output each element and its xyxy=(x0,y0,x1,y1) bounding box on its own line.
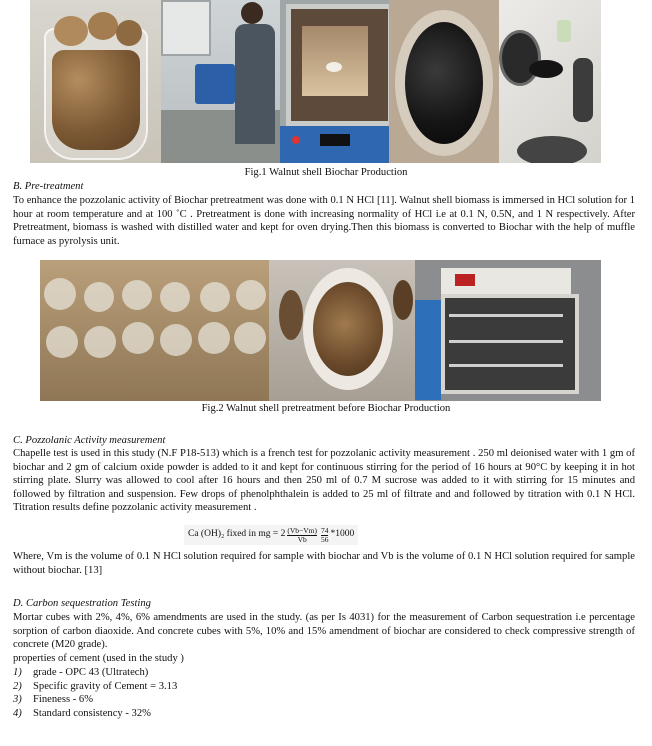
fig1-photo-row xyxy=(30,0,614,163)
equation-frac1-numerator: (Vb−Vm) xyxy=(287,525,317,535)
beaker xyxy=(122,322,154,354)
equation-frac1-denominator: Vb xyxy=(297,534,307,544)
oven-shelf xyxy=(449,364,563,367)
biochar-powder-heap xyxy=(529,60,563,78)
beaker xyxy=(198,322,230,354)
window xyxy=(161,0,211,56)
operator-head xyxy=(241,2,263,24)
oven-shelf xyxy=(449,340,563,343)
oven-door xyxy=(415,300,441,400)
temperature-display xyxy=(320,134,350,146)
fig1-caption: Fig.1 Walnut shell Biochar Production xyxy=(244,167,408,178)
oven-shelf xyxy=(449,314,563,317)
section-c-paragraph: Chapelle test is used in this study (N.F P18-513) which is a french test for pozzolanic activity measurement . 250 ml deionised water with 1 gm of biochar and 2 gm of calcium oxide powder is added to it and kept for continuous stirring for the period of 16 hours at 90°C by keeping it in hot stirring plate. Slurry was allowed to cool after 16 hours and then 250 ml of 0.7 M sucrose was added to it with stirring for 15 minutes and followed by filtration and suspension. Few drops of phenolphthalein is added to 25 ml of filtrate and and followed by titration with 0.1 N HCl. Titration results define pozzolanic activity measurement . xyxy=(13,448,635,514)
section-d-paragraph: Mortar cubes with 2%, 4%, 6% amendments are used in the study. (as per Is 4031) for the measurement of Carbon sequestration i.e percentage sorption of carbon diaoxide. And concrete cubes with 5%, 10% and 15% amendment of biochar are considered to check compressive strength of concrete (M20 grade). xyxy=(13,612,635,651)
equation-lhs: Ca (OH)₂ fixed in mg = 2 xyxy=(188,529,286,540)
properties-intro: properties of cement (used in the study ) xyxy=(13,653,184,664)
walnut-shell-jar-photo xyxy=(30,0,161,163)
walnut-shell xyxy=(54,16,88,46)
equation-frac2-denominator: 56 xyxy=(320,534,329,544)
pozzolanic-equation xyxy=(184,525,358,545)
sample-vial xyxy=(557,20,571,42)
beaker xyxy=(44,278,76,310)
furnace-interior xyxy=(302,26,368,96)
ground-biochar-powder-photo xyxy=(499,0,601,163)
beaker xyxy=(160,324,192,356)
furnace-unit xyxy=(195,64,235,104)
charred-biochar-bowl-photo xyxy=(389,0,499,163)
walnut-shell xyxy=(88,12,118,40)
beaker xyxy=(84,282,114,312)
small-bowl xyxy=(393,280,413,320)
crucible xyxy=(326,62,342,72)
beaker xyxy=(234,322,266,354)
operator-with-furnace-photo xyxy=(161,0,280,163)
beakers-on-table-photo xyxy=(40,260,269,401)
section-d-heading: D. Carbon sequestration Testing xyxy=(13,598,151,609)
section-c-heading: C. Pozzolanic Activity measurement xyxy=(13,435,166,446)
equation-fraction-1 xyxy=(287,527,317,544)
list-item: 2) Specific gravity of Cement = 3.13 xyxy=(13,680,178,692)
section-b-paragraph: To enhance the pozzolanic activity of Biochar pretreatment was done with 0.1 N HCl [11]. Walnut shell biomass is immersed in HCl solution for 1 hour at room temperature and at 100 ˚C . Pretreatment is done with increasing normality of HCl i.e at 0.1 N, 0.5N, and 1 N respectively. After Pretreatment, biomass is washed with distilled water and kept for oven drying.Then this biomass is converted to Biochar with the help of muffle furnace as pyrolysis unit. xyxy=(13,195,635,247)
fig2-photo-row xyxy=(40,260,601,401)
operator-body xyxy=(235,24,275,144)
small-bowl xyxy=(279,290,303,340)
mortar xyxy=(517,136,587,163)
power-switch xyxy=(292,136,300,144)
list-item: 3) Fineness - 6% xyxy=(13,694,94,706)
walnut-shell-pile xyxy=(52,50,140,150)
equation-tail: *1000 xyxy=(330,529,355,540)
sieve xyxy=(499,30,541,86)
beaker xyxy=(236,280,266,310)
drying-oven-photo xyxy=(415,260,601,401)
equation-frac2-numerator: 74 xyxy=(320,525,329,535)
beaker xyxy=(84,326,116,358)
list-item: 1) grade - OPC 43 (Ultratech) xyxy=(13,667,149,678)
beaker xyxy=(200,282,230,312)
beaker xyxy=(160,282,190,312)
cement-properties-list xyxy=(13,666,177,720)
list-item: 4) Standard consistency - 32% xyxy=(13,707,151,719)
beaker xyxy=(46,326,78,358)
equation-fraction-2 xyxy=(321,527,329,544)
walnut-shell-pile xyxy=(313,282,383,376)
temperature-display xyxy=(455,274,475,286)
oven-chamber xyxy=(441,294,579,394)
fig2-caption: Fig.2 Walnut shell pretreatment before Biochar Production xyxy=(201,403,451,414)
section-b-heading: B. Pre-treatment xyxy=(13,181,84,192)
muffle-furnace-open-photo xyxy=(280,0,389,163)
beaker xyxy=(122,280,152,310)
pestle xyxy=(573,58,593,122)
walnut-shell xyxy=(116,20,142,46)
biochar-pile xyxy=(405,22,483,144)
walnut-shells-bowl-photo xyxy=(269,260,415,401)
where-paragraph: Where, Vm is the volume of 0.1 N HCl solution required for sample with biochar and Vb is the volume of 0.1 N HCl solution required for sample without biochar. [13] xyxy=(13,551,635,576)
